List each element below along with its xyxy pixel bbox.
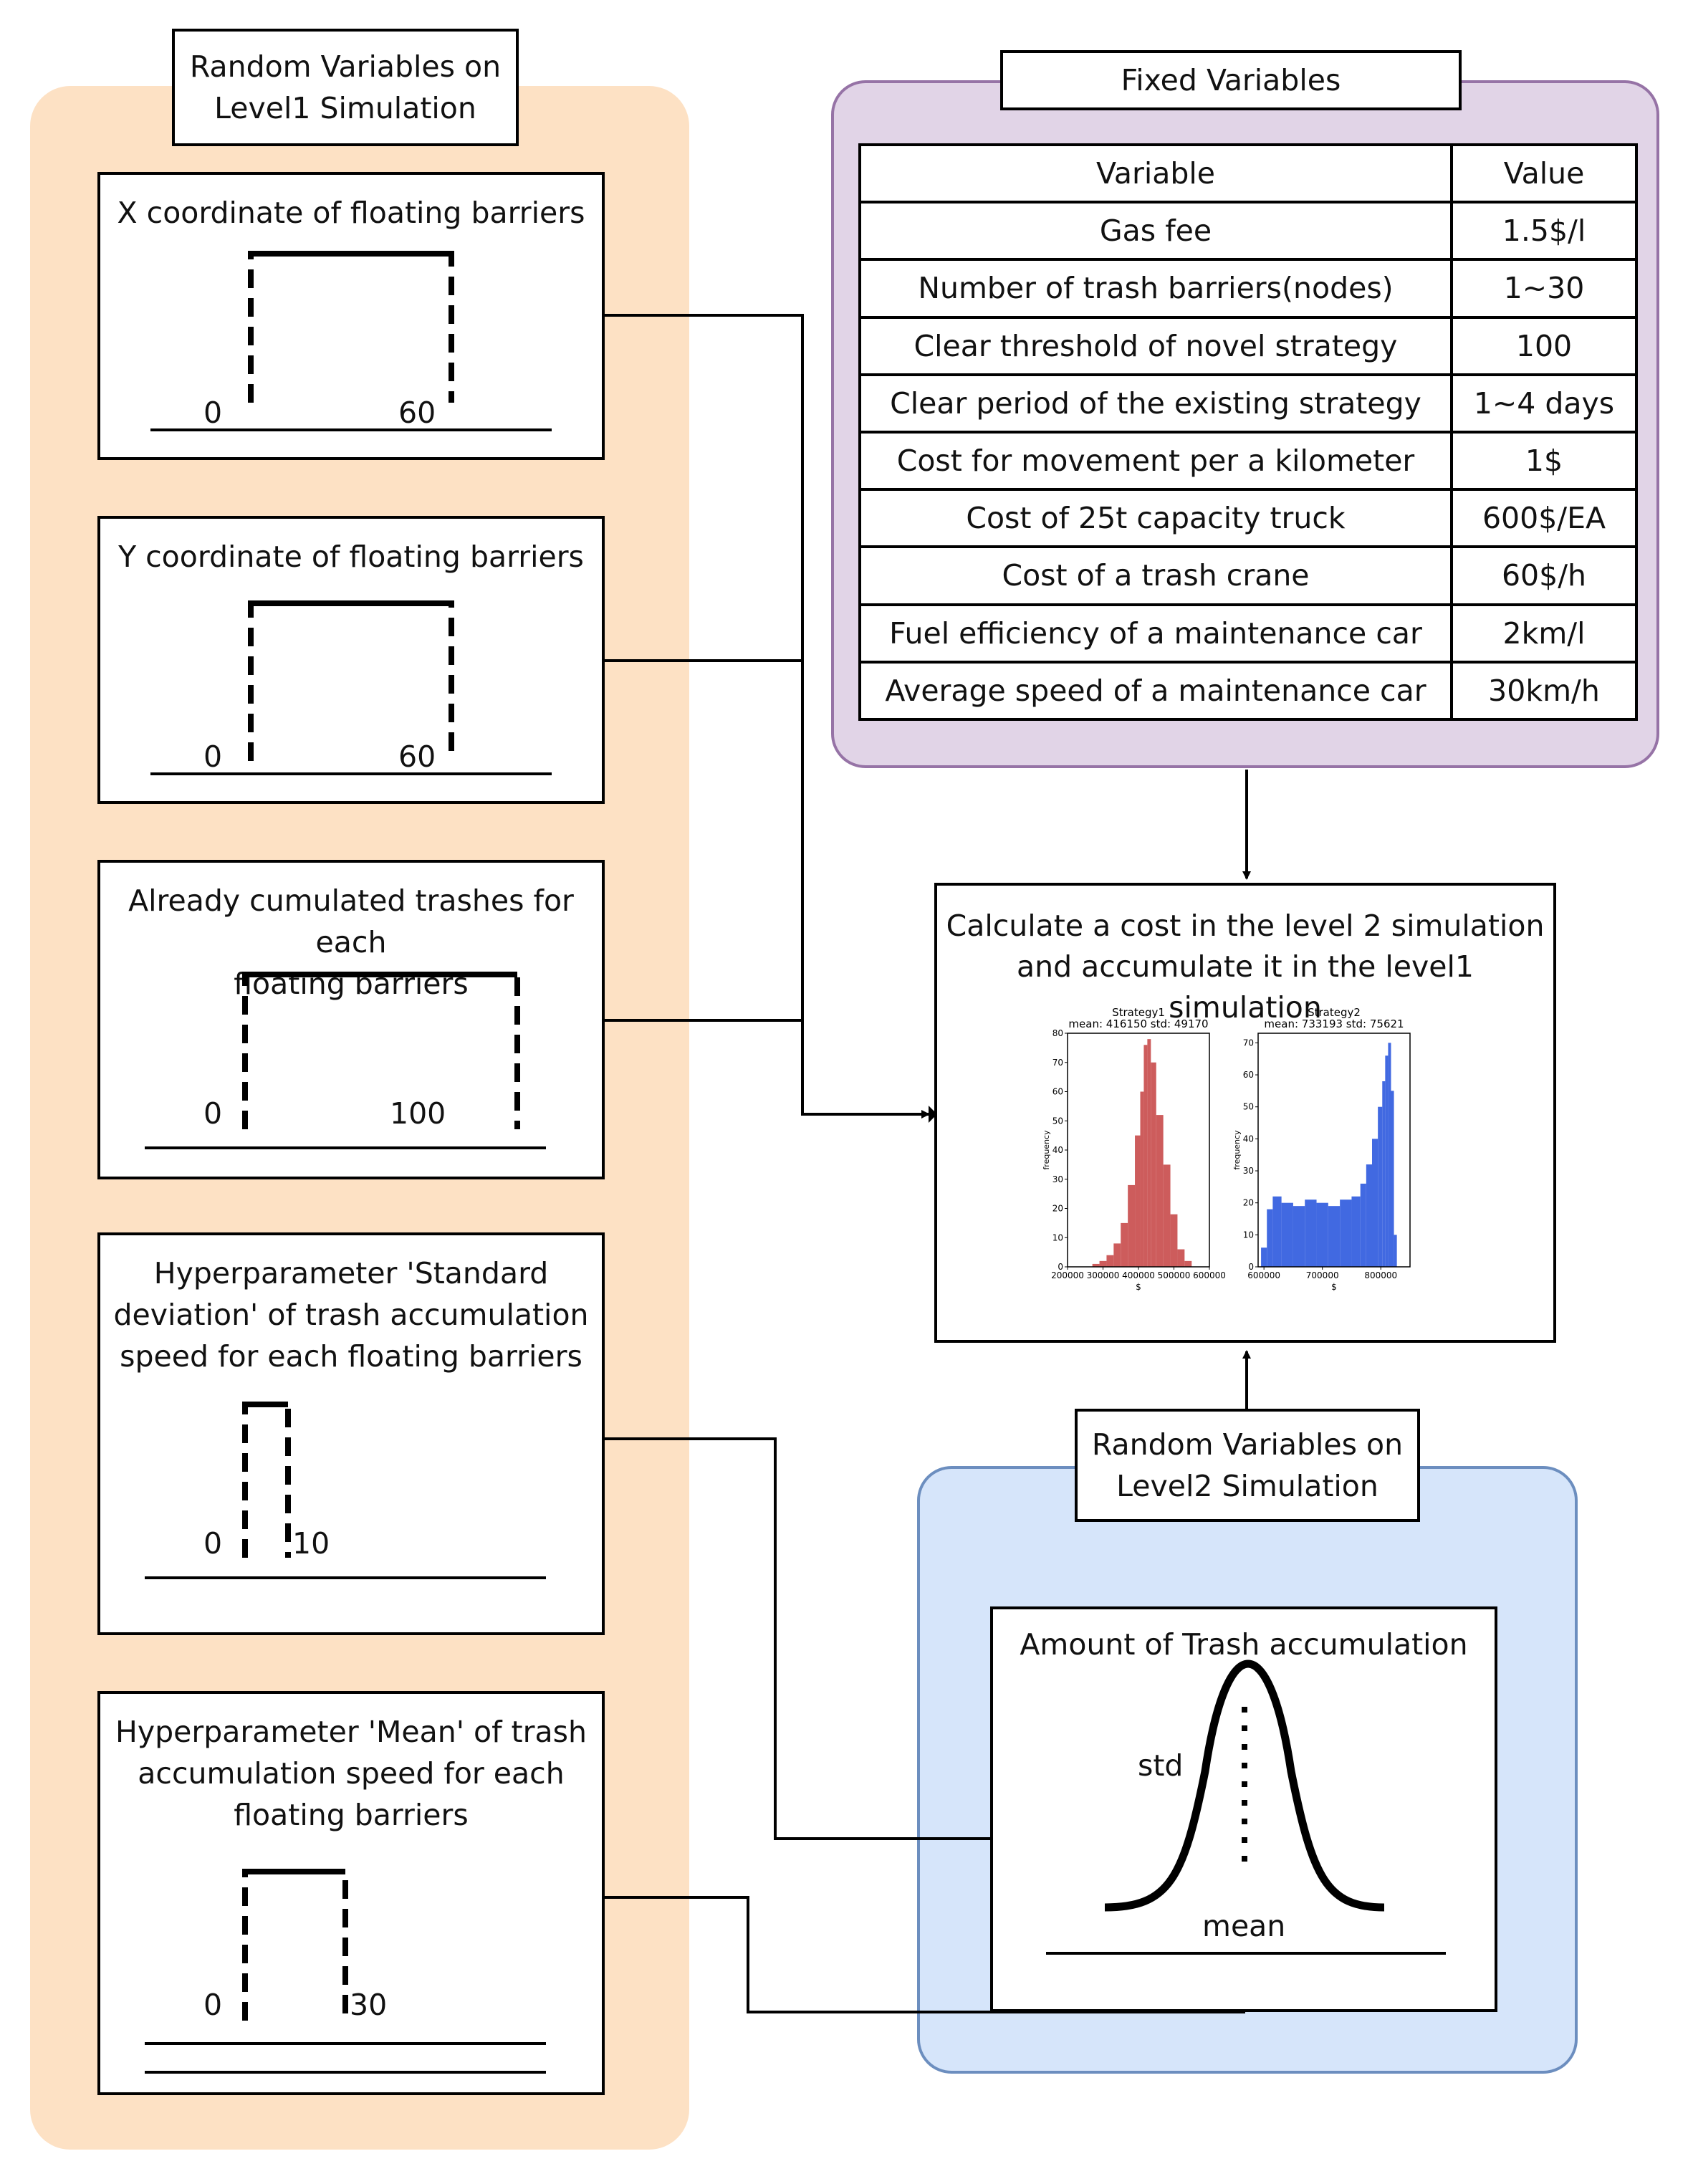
mean-label: mean (1202, 1909, 1286, 1943)
y-coordinate-min: 0 (203, 739, 223, 774)
table-row (860, 605, 1636, 662)
y-tick-label: 60 (1052, 1086, 1063, 1097)
chart-subtitle: mean: 733193 std: 75621 (1264, 1017, 1404, 1030)
x-tick-label: 200000 (1051, 1270, 1084, 1280)
variable-cell: Cost for movement per a kilometer (860, 432, 1452, 489)
histogram-bar (1351, 1197, 1360, 1267)
fixed-variables-table (858, 143, 1638, 721)
variable-cell: Cost of 25t capacity truck (860, 489, 1452, 547)
level2-title-line1: Random Variables on (1091, 1427, 1404, 1462)
histogram-bar (1372, 1139, 1378, 1267)
header-value: Value (1452, 145, 1636, 202)
y-tick-label: 50 (1052, 1116, 1063, 1126)
variable-cell: Gas fee (860, 202, 1452, 259)
histogram-bar (1135, 1136, 1140, 1267)
table-header-row (860, 145, 1636, 202)
histogram-bar (1391, 1091, 1394, 1267)
variable-cell: Number of trash barriers(nodes) (860, 259, 1452, 317)
histogram-bar (1340, 1199, 1351, 1267)
variable-cell: Clear period of the existing strategy (860, 375, 1452, 432)
y-tick-label: 10 (1052, 1232, 1063, 1243)
chart-title: Strategy2 (1308, 1006, 1361, 1019)
level2-title (1075, 1409, 1420, 1522)
cumulated-title-line2: floating barriers (234, 967, 469, 1001)
histogram-bar (1106, 1255, 1113, 1267)
table-row (860, 662, 1636, 719)
trash-accumulation-title: Amount of Trash accumulation (1020, 1627, 1468, 1662)
histogram-bar (1282, 1203, 1293, 1267)
table-row (860, 432, 1636, 489)
value-cell: 1.5$/l (1452, 202, 1636, 259)
cumulated-min: 0 (203, 1096, 223, 1131)
histogram-bar (1317, 1203, 1328, 1267)
table-row (860, 259, 1636, 317)
table-row (860, 489, 1636, 547)
chart-subtitle: mean: 416150 std: 49170 (1068, 1017, 1209, 1030)
std-hyper-title-line2: deviation' of trash accumulation (113, 1298, 589, 1332)
y-tick-label: 60 (1242, 1070, 1254, 1081)
std-label: std (1138, 1748, 1184, 1783)
value-cell: 30km/h (1452, 662, 1636, 719)
y-axis-label: frequency (1042, 1130, 1051, 1170)
x-coordinate-min: 0 (203, 396, 223, 430)
histogram-bar (1361, 1184, 1366, 1267)
histogram-bar (1382, 1081, 1385, 1267)
calc-title-line2: and accumulate it in the level1 simulation (1017, 949, 1474, 1025)
value-cell: 1$ (1452, 432, 1636, 489)
fixed-variables-title: Fixed Variables (1000, 50, 1462, 110)
cumulated-title-line1: Already cumulated trashes for each (128, 883, 574, 959)
std-hyper-title-line3: speed for each floating barriers (120, 1339, 582, 1374)
value-cell: 600$/EA (1452, 489, 1636, 547)
mean-hyper-title-line1: Hyperparameter 'Mean' of trash (115, 1715, 587, 1749)
level1-title-line2: Level1 Simulation (214, 91, 476, 125)
x-tick-label: 500000 (1157, 1270, 1191, 1280)
variable-cell: Average speed of a maintenance car (860, 662, 1452, 719)
y-tick-label: 50 (1242, 1101, 1254, 1112)
y-tick-label: 20 (1242, 1197, 1254, 1208)
histogram-bar (1113, 1243, 1121, 1267)
histogram-bar (1156, 1115, 1164, 1267)
x-tick-label: 400000 (1122, 1270, 1155, 1280)
cost-histograms-2 (1229, 1006, 1444, 1321)
value-cell: 60$/h (1452, 547, 1636, 604)
std-hyper-max: 10 (292, 1526, 330, 1561)
histogram-bar (1171, 1215, 1178, 1267)
histogram-bar (1128, 1185, 1135, 1267)
histogram-bar (1164, 1164, 1171, 1267)
histogram-bar (1151, 1063, 1156, 1267)
x-axis-label: $ (1136, 1282, 1141, 1292)
variable-cell: Cost of a trash crane (860, 547, 1452, 604)
variable-cell: Clear threshold of novel strategy (860, 317, 1452, 375)
cumulated-max: 100 (390, 1096, 446, 1131)
y-tick-label: 0 (1058, 1262, 1063, 1272)
histogram-bar (1388, 1043, 1391, 1267)
histogram-bar (1184, 1261, 1191, 1267)
table-row (860, 202, 1636, 259)
histogram-bar (1143, 1045, 1147, 1267)
mean-hyper-max: 30 (350, 1988, 388, 2022)
value-cell: 2km/l (1452, 605, 1636, 662)
value-cell: 1~4 days (1452, 375, 1636, 432)
x-tick-label: 600000 (1193, 1270, 1226, 1280)
y-tick-label: 70 (1052, 1057, 1063, 1068)
histogram-bar (1394, 1235, 1397, 1267)
y-tick-label: 30 (1242, 1166, 1254, 1177)
histogram-bar (1261, 1247, 1267, 1267)
x-coordinate-uniform-shape (97, 172, 605, 460)
histogram-bar (1272, 1197, 1281, 1267)
histogram-bar (1378, 1107, 1382, 1267)
cost-histograms (1039, 1006, 1254, 1321)
y-tick-label: 20 (1052, 1203, 1063, 1214)
y-axis-label: frequency (1232, 1130, 1242, 1170)
x-coordinate-max: 60 (398, 396, 436, 430)
y-tick-label: 40 (1052, 1145, 1063, 1155)
variable-cell: Fuel efficiency of a maintenance car (860, 605, 1452, 662)
histogram-bar (1177, 1250, 1184, 1267)
table-row (860, 547, 1636, 604)
cumulated-uniform-shape (97, 860, 605, 1179)
histogram-bar (1385, 1055, 1388, 1267)
histogram-bar (1366, 1164, 1372, 1267)
mean-hyper-uniform-shape (97, 1691, 605, 2095)
histogram-bar (1328, 1206, 1340, 1267)
level1-title-line1: Random Variables on (189, 49, 502, 84)
y-tick-label: 0 (1248, 1262, 1254, 1272)
histogram-bar (1100, 1261, 1107, 1267)
y-coordinate-uniform-shape (97, 516, 605, 804)
mean-hyper-min: 0 (203, 1988, 223, 2022)
level2-title-line2: Level2 Simulation (1116, 1469, 1378, 1503)
x-tick-label: 700000 (1305, 1270, 1339, 1280)
histogram-bar (1140, 1092, 1143, 1268)
x-tick-label: 300000 (1086, 1270, 1120, 1280)
normal-distribution-curve (990, 1606, 1497, 2012)
histogram-bar (1267, 1210, 1272, 1267)
y-tick-label: 70 (1242, 1038, 1254, 1048)
std-hyper-min: 0 (203, 1526, 223, 1561)
y-coordinate-max: 60 (398, 739, 436, 774)
y-tick-label: 30 (1052, 1174, 1063, 1184)
histogram-bar (1305, 1199, 1316, 1267)
mean-hyper-title-line2: accumulation speed for each (138, 1756, 565, 1791)
histogram-bar (1147, 1039, 1151, 1267)
level1-title (172, 29, 519, 146)
x-coordinate-title: X coordinate of floating barriers (117, 196, 585, 230)
y-tick-label: 10 (1242, 1230, 1254, 1240)
value-cell: 100 (1452, 317, 1636, 375)
y-tick-label: 40 (1242, 1134, 1254, 1144)
y-tick-label: 80 (1052, 1028, 1063, 1038)
table-row (860, 375, 1636, 432)
histogram-bar (1121, 1223, 1128, 1267)
table-row (860, 317, 1636, 375)
calc-title-line1: Calculate a cost in the level 2 simulation (946, 909, 1545, 943)
x-axis-label: $ (1331, 1282, 1337, 1292)
std-hyper-title-line1: Hyperparameter 'Standard (153, 1256, 549, 1290)
histogram-bar (1293, 1206, 1305, 1267)
x-tick-label: 600000 (1247, 1270, 1281, 1280)
std-hyper-uniform-shape (97, 1232, 605, 1635)
header-variable: Variable (860, 145, 1452, 202)
chart-title: Strategy1 (1112, 1006, 1165, 1019)
y-coordinate-title: Y coordinate of floating barriers (118, 540, 584, 574)
mean-hyper-title-line3: floating barriers (234, 1798, 469, 1832)
value-cell: 1~30 (1452, 259, 1636, 317)
x-tick-label: 800000 (1364, 1270, 1398, 1280)
